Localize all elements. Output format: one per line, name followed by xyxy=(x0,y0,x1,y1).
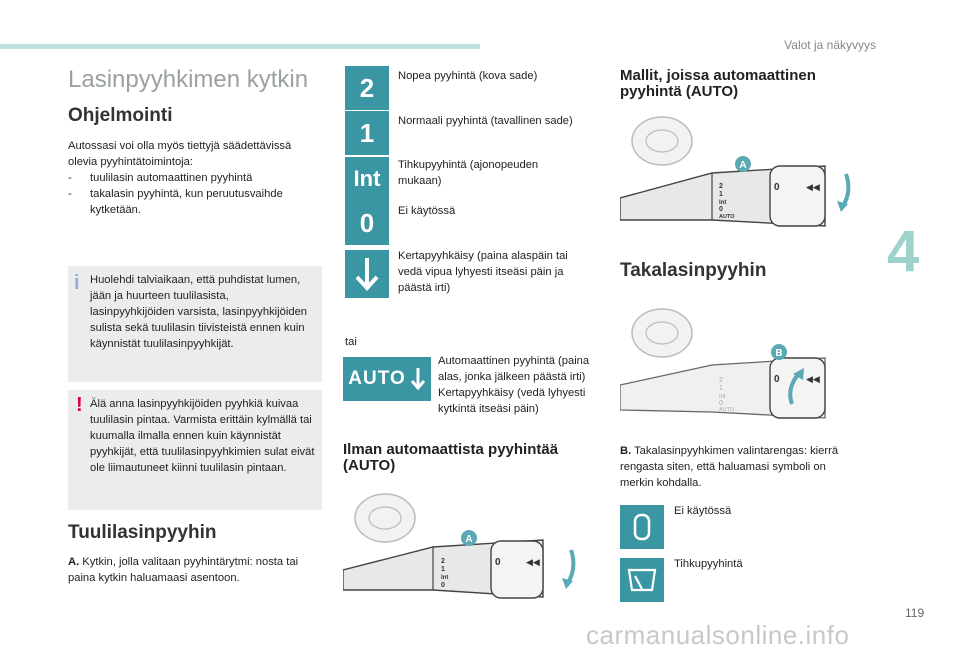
auto-icon: AUTO xyxy=(343,357,431,401)
section-label: Valot ja näkyvyys xyxy=(784,38,876,52)
ring-symbol: ◀◀ xyxy=(806,374,820,384)
page-number: 119 xyxy=(905,606,925,620)
windscreen-a-text: A. Kytkin, jolla valitaan pyyhintärytmi: nosta tai paina kytkin haluamaasi asentoon. xyxy=(68,556,299,584)
mode-int-text: Tihkupyyhintä (ajonopeuden mukaan) xyxy=(398,159,539,187)
programming-intro: Autossasi voi olla myös tiettyjä säädettävissä olevia pyyhintätoimintoja: xyxy=(68,140,292,168)
mode-0-icon: 0 xyxy=(345,201,389,245)
callout-a: A xyxy=(739,160,747,171)
callout-b: B xyxy=(775,348,783,359)
warning-note-text: Älä anna lasinpyyhkijöiden pyyhkiä kuivaa tuulilasin pintaa. Varmista erittäin kylmällä tai kuumalla ilmalla ennen kuin käynnistät pyyhkijät, että tuulilasinpyyhkimien sulat eivät ole liimautuneet kiinni tuulilasin pintaan. xyxy=(90,398,315,474)
programming-heading: Ohjelmointi xyxy=(68,105,173,126)
stalk-label: 2 xyxy=(719,183,723,190)
auto-text: Automaattinen pyyhintä (paina alas, jonka jälkeen päästä irti) Kertapyyhkäisy (vedä lyhyesti kytkintä itseäsi päin) xyxy=(438,355,590,415)
info-icon: i xyxy=(74,272,80,294)
programming-list xyxy=(68,170,320,218)
rear-heading: Takalasinpyyhin xyxy=(620,260,767,281)
stalk-label: Int xyxy=(441,575,449,581)
mode-2-icon: 2 xyxy=(345,66,389,110)
mode-0-text: Ei käytössä xyxy=(398,205,456,217)
info-note-text: Huolehdi talviaikaan, että puhdistat lumen, jään ja huurteen tuulilasista, lasinpyyhkijöiden varsista, lasinpyyhkijöiden sulista sekä tuulilasin tiivisteistä ennen kuin käynnistät tuulilasinpyyhkijät. xyxy=(90,274,308,350)
down-arrow-glyph xyxy=(352,255,382,293)
stalk-illustration-rear xyxy=(620,300,862,430)
warning-icon: ! xyxy=(76,394,83,416)
stalk-label: Int xyxy=(719,200,727,206)
mode-1-text: Normaali pyyhintä (tavallinen sade) xyxy=(398,115,573,127)
list-item: - tuulilasin automaattinen pyyhintä xyxy=(68,172,253,184)
stalk-illustration-no-auto xyxy=(343,485,585,605)
mode-int-icon: Int xyxy=(345,157,389,201)
warning-note xyxy=(68,390,322,510)
rear-wiper-intermittent-icon xyxy=(620,558,664,602)
stalk-auto-label: AUTO xyxy=(719,214,735,220)
list-item: - takalasin pyyhintä, kun peruutusvaihde kytketään. xyxy=(68,188,283,216)
mode-2-text: Nopea pyyhintä (kova sade) xyxy=(398,70,538,82)
ring-symbol: 0 xyxy=(774,182,780,193)
callout-a: A xyxy=(465,534,473,545)
b-label: B. xyxy=(620,445,632,457)
down-arrow-icon xyxy=(345,250,389,298)
ring-symbol: ◀◀ xyxy=(526,557,540,567)
page-title: Lasinpyyhkimen kytkin xyxy=(68,66,309,93)
auto-models-heading: Mallit, joissa automaattinen pyyhintä (AUTO) xyxy=(620,67,816,100)
wiper-off-glyph xyxy=(632,512,652,542)
ring-symbol: ◀◀ xyxy=(806,182,820,192)
stalk-label: 1 xyxy=(719,385,723,392)
top-accent-bar xyxy=(0,44,480,49)
or-label: tai xyxy=(345,336,357,348)
stalk-auto-label: AUTO xyxy=(719,407,735,413)
stalk-label: 0 xyxy=(441,582,445,589)
wiper-off-icon xyxy=(620,505,664,549)
rear-option-int-text: Tihkupyyhintä xyxy=(674,558,743,570)
stalk-label: 0 xyxy=(719,206,723,213)
info-note xyxy=(68,266,322,382)
rear-b-text: B. Takalasinpyyhkimen valintarengas: kierrä rengasta siten, että haluamasi symboli on merkin kohdalla. xyxy=(620,445,839,489)
stalk-label: Int xyxy=(719,394,726,400)
single-wipe-text: Kertapyyhkäisy (paina alaspäin tai vedä vipua lyhyesti itseäsi päin ja päästä irti) xyxy=(398,250,568,294)
stalk-label: 1 xyxy=(719,191,723,198)
ring-symbol: 0 xyxy=(495,557,501,568)
stalk-label: 0 xyxy=(719,400,723,407)
mode-1-icon: 1 xyxy=(345,111,389,155)
no-auto-heading: Ilman automaattista pyyhintää (AUTO) xyxy=(343,441,559,474)
a-label: A. xyxy=(68,556,80,568)
stalk-illustration-auto xyxy=(620,108,862,238)
stalk-label: 2 xyxy=(719,377,723,384)
windscreen-heading: Tuulilasinpyyhin xyxy=(68,522,217,543)
watermark: carmanualsonline.info xyxy=(586,620,850,650)
chapter-number: 4 xyxy=(887,219,920,284)
ring-symbol: 0 xyxy=(774,374,780,385)
rear-option-off-text: Ei käytössä xyxy=(674,505,732,517)
stalk-label: 2 xyxy=(441,558,445,565)
rear-wiper-glyph xyxy=(626,567,658,593)
auto-down-arrow-icon xyxy=(410,366,426,392)
stalk-label: 1 xyxy=(441,566,445,573)
